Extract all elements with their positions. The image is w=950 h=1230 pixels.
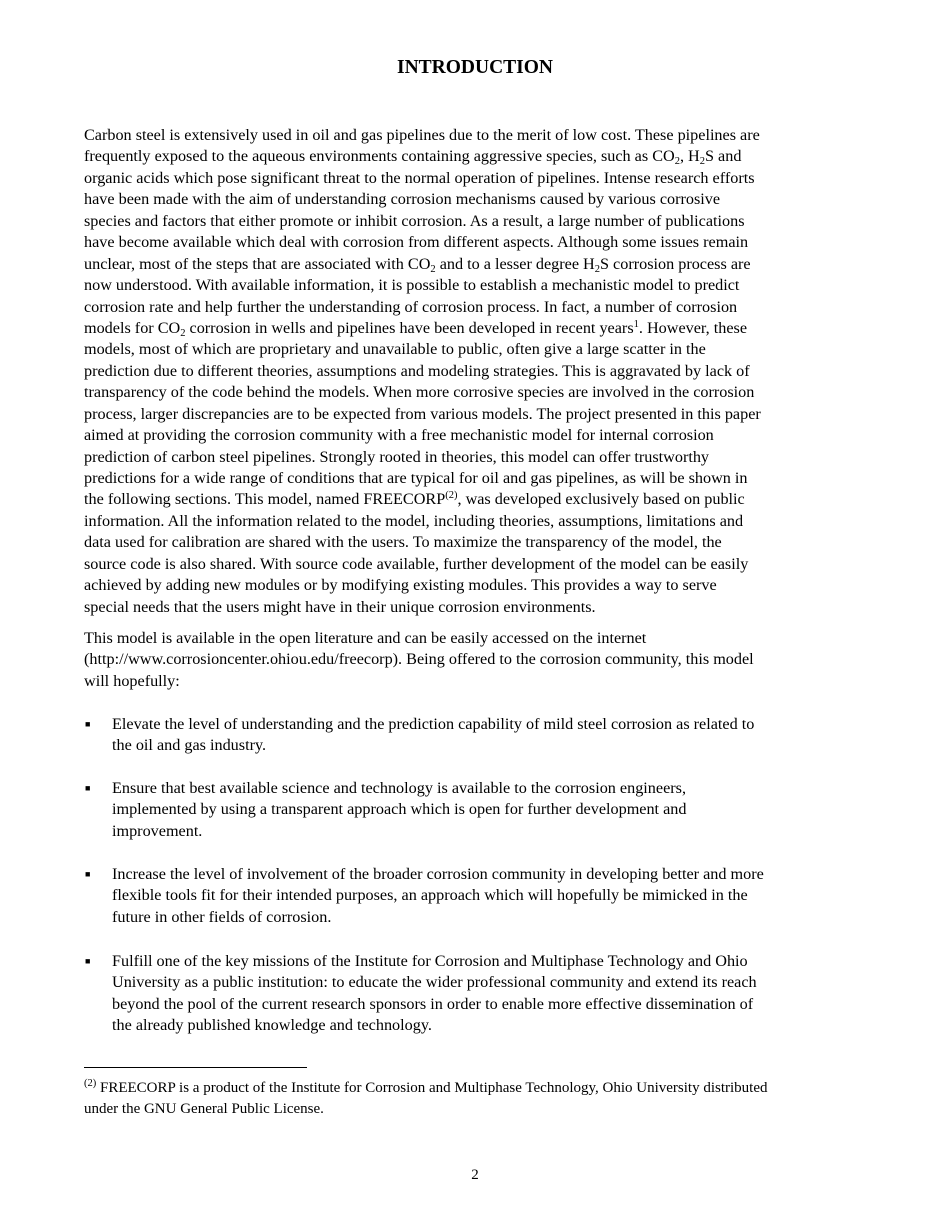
text-run: and to a lesser degree H — [435, 254, 595, 273]
bullet-square-icon: ■ — [85, 869, 91, 879]
subscript: 2 — [674, 156, 680, 168]
footnote — [84, 1078, 768, 1121]
text-line — [84, 382, 874, 403]
subscript: 2 — [430, 263, 436, 275]
text-line — [84, 1099, 768, 1120]
text-line — [84, 168, 874, 189]
bullet-text — [112, 864, 874, 928]
text-line — [112, 994, 874, 1015]
text-line — [84, 404, 874, 425]
text-run: improvement. — [112, 821, 203, 840]
text-run: Elevate the level of understanding and the prediction capability of mild steel corrosion as related to — [112, 715, 755, 733]
text-line — [84, 628, 874, 649]
text-line — [84, 125, 874, 146]
text-line — [84, 597, 874, 618]
bullet-text — [112, 778, 874, 842]
text-run: , was developed exclusively based on public — [457, 490, 745, 509]
text-run: Increase the level of involvement of the broader corrosion community in developing better and more — [112, 865, 764, 883]
text-run: corrosion in wells and pipelines have been developed in recent years — [185, 318, 634, 337]
intro-paragraph — [84, 125, 874, 618]
text-line — [112, 885, 874, 906]
text-run: beyond the pool of the current research sponsors in order to enable more effective dissemination of — [112, 994, 754, 1013]
text-line — [84, 1078, 768, 1099]
text-run: S and — [705, 147, 742, 166]
text-line — [84, 254, 874, 275]
text-run: information. All the information related to the model, including theories, assumptions, limitations and — [84, 511, 744, 530]
text-run: (http://www.corrosioncenter.ohiou.edu/freecorp). Being offered to the corrosion community, this model — [84, 650, 754, 669]
text-line — [84, 511, 874, 532]
text-run: transparency of the code behind the models. When more corrosive species are involved in the corrosion — [84, 383, 755, 402]
text-run: Carbon steel is extensively used in oil and gas pipelines due to the merit of low cost. These pipelines are — [84, 126, 760, 144]
subscript: 2 — [699, 156, 705, 168]
text-line — [84, 468, 874, 489]
bullet-square-icon: ■ — [85, 783, 91, 793]
footnote-separator — [84, 1067, 307, 1068]
section-heading: INTRODUCTION — [396, 57, 554, 78]
text-line — [84, 649, 874, 670]
bullet-square-icon: ■ — [85, 719, 91, 729]
text-run: This model is available in the open literature and can be easily accessed on the internet — [84, 629, 647, 647]
text-run: have become available which deal with corrosion from different aspects. Although some issues remain — [84, 233, 749, 252]
text-line — [84, 318, 874, 339]
text-line — [84, 211, 874, 232]
text-run: unclear, most of the steps that are associated with CO — [84, 254, 431, 273]
text-run: Ensure that best available science and technology is available to the corrosion engineers, — [112, 779, 687, 797]
text-line — [84, 275, 874, 296]
text-run: Fulfill one of the key missions of the Institute for Corrosion and Multiphase Technology and Ohio — [112, 952, 748, 970]
text-run: University as a public institution: to educate the wider professional community and extend its reach — [112, 973, 757, 992]
bullet-item — [84, 864, 874, 928]
text-run: process, larger discrepancies are to be expected from various models. The project presented in this paper — [84, 404, 761, 423]
text-line — [112, 714, 874, 735]
subscript: 2 — [180, 327, 186, 339]
text-run: the oil and gas industry. — [112, 736, 267, 755]
text-line — [112, 821, 874, 842]
text-run: the already published knowledge and technology. — [112, 1016, 432, 1035]
text-run: . However, these — [638, 318, 748, 337]
text-run: will hopefully: — [84, 671, 180, 690]
text-line — [84, 554, 874, 575]
text-line — [84, 361, 874, 382]
text-run: , H — [679, 147, 700, 166]
subscript: 2 — [594, 263, 600, 275]
text-run: predictions for a wide range of conditions that are typical for oil and gas pipelines, as will be shown in — [84, 469, 748, 487]
text-run: future in other fields of corrosion. — [112, 907, 332, 926]
text-line — [112, 864, 874, 885]
text-line — [112, 972, 874, 993]
availability-paragraph — [84, 628, 874, 692]
page-number: 2 — [471, 1167, 479, 1183]
superscript: (2) — [445, 490, 458, 502]
text-run: organic acids which pose significant threat to the normal operation of pipelines. Intense research efforts — [84, 168, 755, 187]
text-run: special needs that the users might have in their unique corrosion environments. — [84, 597, 596, 616]
text-run: the following sections. This model, named FREECORP — [84, 490, 446, 509]
text-run: flexible tools fit for their intended purposes, an approach which will hopefully be mimicked in the — [112, 886, 748, 905]
text-run: aimed at providing the corrosion community with a free mechanistic model for internal corrosion — [84, 426, 714, 445]
superscript: (2) — [84, 1078, 97, 1089]
text-run: achieved by adding new modules or by modifying existing modules. This provides a way to serve — [84, 576, 717, 595]
text-run: data used for calibration are shared with the users. To maximize the transparency of the model, the — [84, 533, 722, 552]
bullet-item — [84, 778, 874, 842]
text-line — [84, 575, 874, 596]
text-line — [84, 297, 874, 318]
text-run: have been made with the aim of understanding corrosion mechanisms caused by various corrosive — [84, 190, 721, 209]
text-line — [112, 778, 874, 799]
text-line — [84, 339, 874, 360]
bullet-item — [84, 951, 874, 1037]
bullet-text — [112, 714, 874, 757]
text-run: species and factors that either promote or inhibit corrosion. As a result, a large number of publications — [84, 211, 745, 230]
text-line — [112, 907, 874, 928]
text-run: source code is also shared. With source code available, further development of the model can be easily — [84, 554, 749, 573]
text-line — [84, 671, 874, 692]
text-run: prediction of carbon steel pipelines. Strongly rooted in theories, this model can offer trustworthy — [84, 447, 710, 466]
text-run: models for CO — [84, 318, 181, 337]
text-line — [112, 735, 874, 756]
text-run: corrosion rate and help further the understanding of corrosion process. In fact, a number of corrosion — [84, 297, 738, 316]
text-line — [112, 951, 874, 972]
text-line — [84, 447, 874, 468]
bullet-text — [112, 951, 874, 1037]
text-line — [112, 799, 874, 820]
text-line — [84, 532, 874, 553]
text-run: under the GNU General Public License. — [84, 1101, 324, 1118]
text-run: prediction due to different theories, assumptions and modeling strategies. This is aggravated by lack of — [84, 361, 750, 380]
text-line — [112, 1015, 874, 1036]
superscript: 1 — [633, 318, 639, 330]
text-run: FREECORP is a product of the Institute for Corrosion and Multiphase Technology, Ohio University distributed — [96, 1080, 768, 1096]
text-run: models, most of which are proprietary and unavailable to public, often give a large scatter in the — [84, 340, 706, 359]
bullet-square-icon: ■ — [85, 956, 91, 966]
text-line — [84, 232, 874, 253]
text-line — [84, 146, 874, 167]
text-line — [84, 489, 874, 510]
text-run: frequently exposed to the aqueous environments containing aggressive species, such as CO — [84, 147, 675, 166]
text-run: implemented by using a transparent approach which is open for further development and — [112, 800, 687, 819]
text-run: S corrosion process are — [600, 254, 751, 273]
bullet-item — [84, 714, 874, 757]
text-line — [84, 189, 874, 210]
text-run: now understood. With available information, it is possible to establish a mechanistic model to predict — [84, 276, 740, 295]
text-line — [84, 425, 874, 446]
